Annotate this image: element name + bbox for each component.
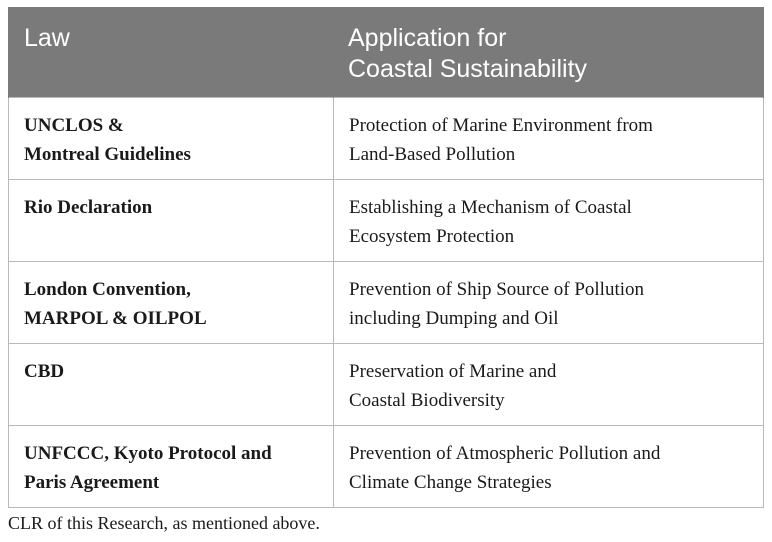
header-law-line: Law: [24, 24, 70, 52]
header-application-line: Application for: [348, 24, 507, 52]
table-caption: CLR of this Research, as mentioned above.: [8, 513, 320, 533]
application-line: Coastal Biodiversity: [349, 390, 505, 411]
law-line: London Convention,: [24, 279, 191, 300]
table: [8, 7, 764, 508]
law-line: UNFCCC, Kyoto Protocol and: [24, 443, 272, 464]
application-line: Establishing a Mechanism of Coastal: [349, 197, 632, 218]
table-header: [9, 7, 764, 98]
application-line: Protection of Marine Environment from: [349, 115, 653, 136]
law-line: Paris Agreement: [24, 472, 160, 493]
application-line: Preservation of Marine and: [349, 361, 557, 382]
header-law: [9, 7, 334, 98]
law-line: UNCLOS &: [24, 115, 124, 136]
application-line: including Dumping and Oil: [349, 308, 559, 329]
header-application: [334, 7, 764, 98]
table-row: [9, 98, 764, 180]
application-line: Prevention of Ship Source of Pollution: [349, 279, 645, 300]
law-cell: [9, 426, 334, 508]
law-cell: [9, 98, 334, 180]
application-cell: [334, 426, 764, 508]
table-row: [9, 344, 764, 426]
application-cell: [334, 262, 764, 344]
law-line: Rio Declaration: [24, 197, 153, 218]
law-line: CBD: [24, 361, 65, 382]
application-line: Climate Change Strategies: [349, 472, 552, 493]
application-cell: [334, 98, 764, 180]
law-line: Montreal Guidelines: [24, 144, 191, 165]
table-body: [9, 98, 764, 508]
law-cell: [9, 262, 334, 344]
application-cell: [334, 180, 764, 262]
application-cell: [334, 344, 764, 426]
law-cell: [9, 180, 334, 262]
law-application-table: [8, 7, 763, 508]
law-cell: [9, 344, 334, 426]
application-line: Ecosystem Protection: [349, 226, 515, 247]
table-row: [9, 180, 764, 262]
application-line: Prevention of Atmospheric Pollution and: [349, 443, 661, 464]
table-row: [9, 426, 764, 508]
application-line: Land-Based Pollution: [349, 144, 516, 165]
table-row: [9, 262, 764, 344]
header-row: [9, 7, 764, 98]
header-application-line: Coastal Sustainability: [348, 55, 588, 83]
law-line: MARPOL & OILPOL: [24, 308, 207, 329]
